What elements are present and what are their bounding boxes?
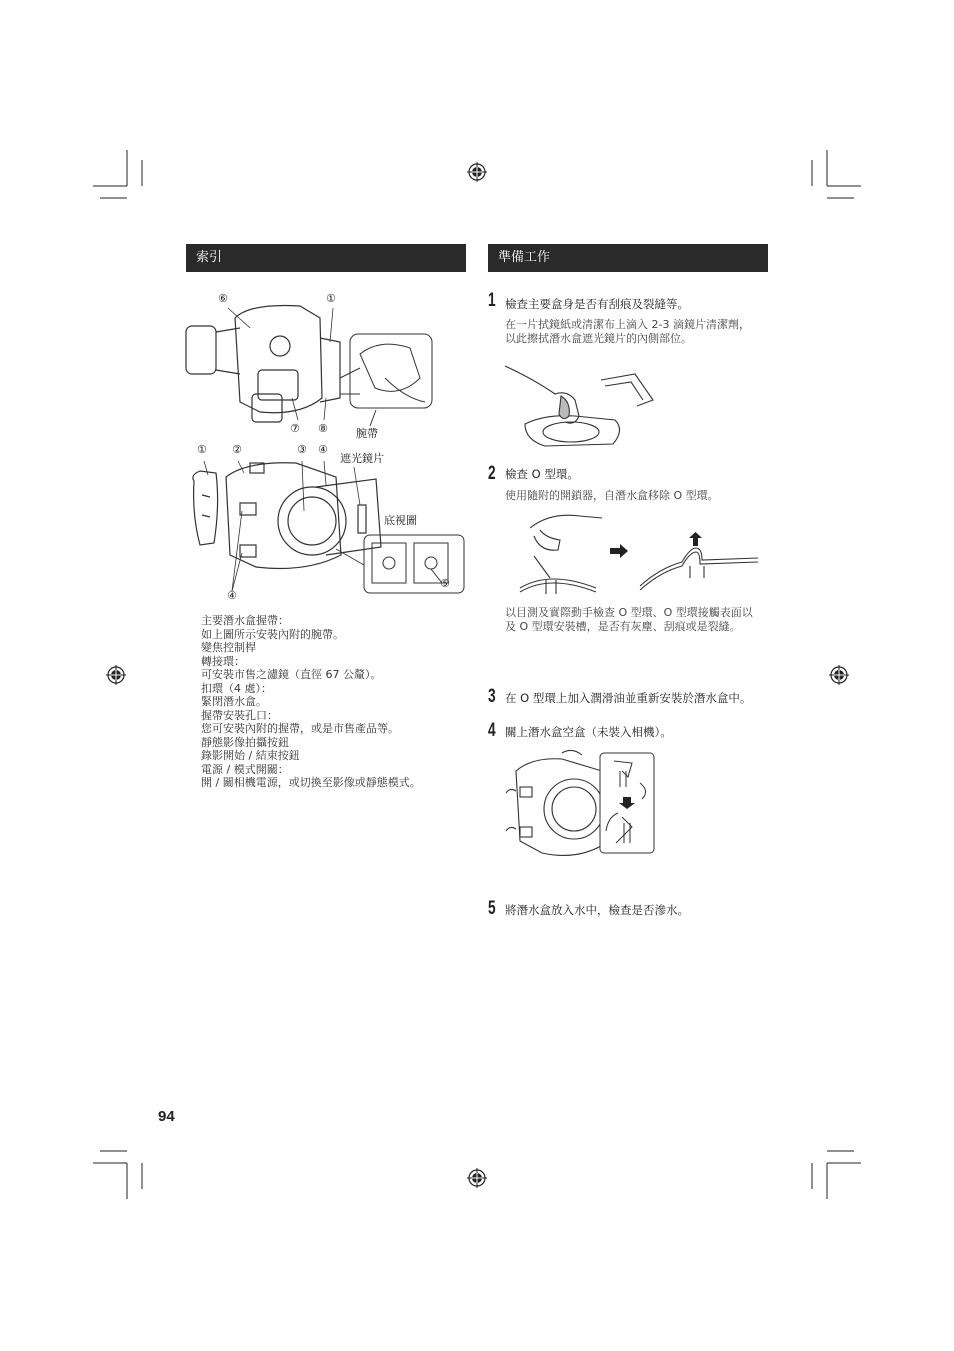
list-item: 主要潛水盒握帶： [201, 614, 289, 627]
step-3-title: 在 O 型環上加入潤滑油並重新安裝於潛水盒中。 [505, 691, 752, 705]
list-item: 開 / 關相機電源，或切換至影像或靜態模式。 [201, 776, 421, 789]
step-2-after-text: 以目測及實際動手檢查 O 型環、O 型環接觸表面以 及 O 型環安裝槽，是否有灰塵、刮痕或是裂縫。 [505, 606, 753, 633]
callout-1-mid: ① [197, 443, 207, 456]
callout-2: ② [232, 443, 242, 456]
list-item: 可安裝市售之濾鏡（直徑 67 公釐）。 [201, 668, 382, 681]
list-item: 轉接環： [201, 654, 245, 668]
list-item: 電源 / 模式開關： [201, 762, 289, 776]
callout-4-top: ④ [318, 443, 328, 456]
lens-hood-label: 遮光鏡片 [340, 452, 384, 465]
step-2-number: 2 [488, 463, 496, 484]
list-item: 靜態影像拍攝按鈕 [201, 735, 289, 749]
registration-mark-left [106, 665, 126, 685]
step-1-title: 檢查主要盒身是否有刮痕及裂縫等。 [505, 297, 689, 311]
index-list [201, 614, 421, 790]
preparation-section-header: 準備工作 [488, 244, 768, 272]
step-2-title: 檢查 O 型環。 [505, 467, 579, 481]
list-item: 握帶安裝孔口： [201, 708, 278, 722]
registration-mark-bottom [467, 1168, 487, 1188]
step-4-number: 4 [488, 720, 496, 741]
list-item: 緊閉潛水盒。 [201, 695, 267, 708]
callout-8: ⑧ [318, 422, 328, 435]
callout-4-bottom: ④ [227, 589, 237, 602]
index-section-header: 索引 [186, 244, 466, 272]
wipe-lens-illustration [505, 360, 655, 452]
close-housing-illustration [502, 747, 662, 862]
step-2-body: 使用隨附的開鎖器，自潛水盒移除 O 型環。 [505, 489, 719, 502]
housing-front-illustration [186, 455, 466, 605]
callout-1-top: ① [326, 292, 336, 305]
list-item: 錄影開始 / 結束按鈕 [201, 749, 300, 762]
callout-6-top: ⑥ [218, 292, 228, 305]
callout-3: ③ [297, 443, 307, 456]
remove-o-ring-illustration [510, 508, 760, 598]
list-item: 您可安裝內附的握帶，或是市售產品等。 [201, 722, 399, 735]
step-1-number: 1 [488, 290, 496, 311]
step-3-number: 3 [488, 686, 496, 707]
registration-mark-top [467, 162, 487, 182]
callout-5: ⑤ [440, 577, 450, 590]
step-5-number: 5 [488, 898, 496, 919]
step-5-title: 將潛水盒放入水中，檢查是否滲水。 [505, 903, 689, 917]
list-item: 變焦控制桿 [201, 641, 256, 654]
step-1-body: 在一片拭鏡紙或清潔布上滴入 2-3 滴鏡片清潔劑， 以此擦拭潛水盒遮光鏡片的內側部位。 [505, 318, 750, 345]
page-number: 94 [158, 1108, 175, 1125]
registration-mark-right [829, 665, 849, 685]
wrist-strap-label: 腕帶 [356, 427, 378, 440]
bottom-view-label: 底視圖 [384, 514, 417, 527]
callout-7: ⑦ [290, 422, 300, 435]
list-item: 扣環（4 處）： [201, 681, 272, 695]
list-item: 如上圖所示安裝內附的腕帶。 [201, 627, 344, 641]
housing-back-illustration [180, 298, 440, 428]
step-4-title: 關上潛水盒空盒（未裝入相機）。 [505, 725, 672, 739]
